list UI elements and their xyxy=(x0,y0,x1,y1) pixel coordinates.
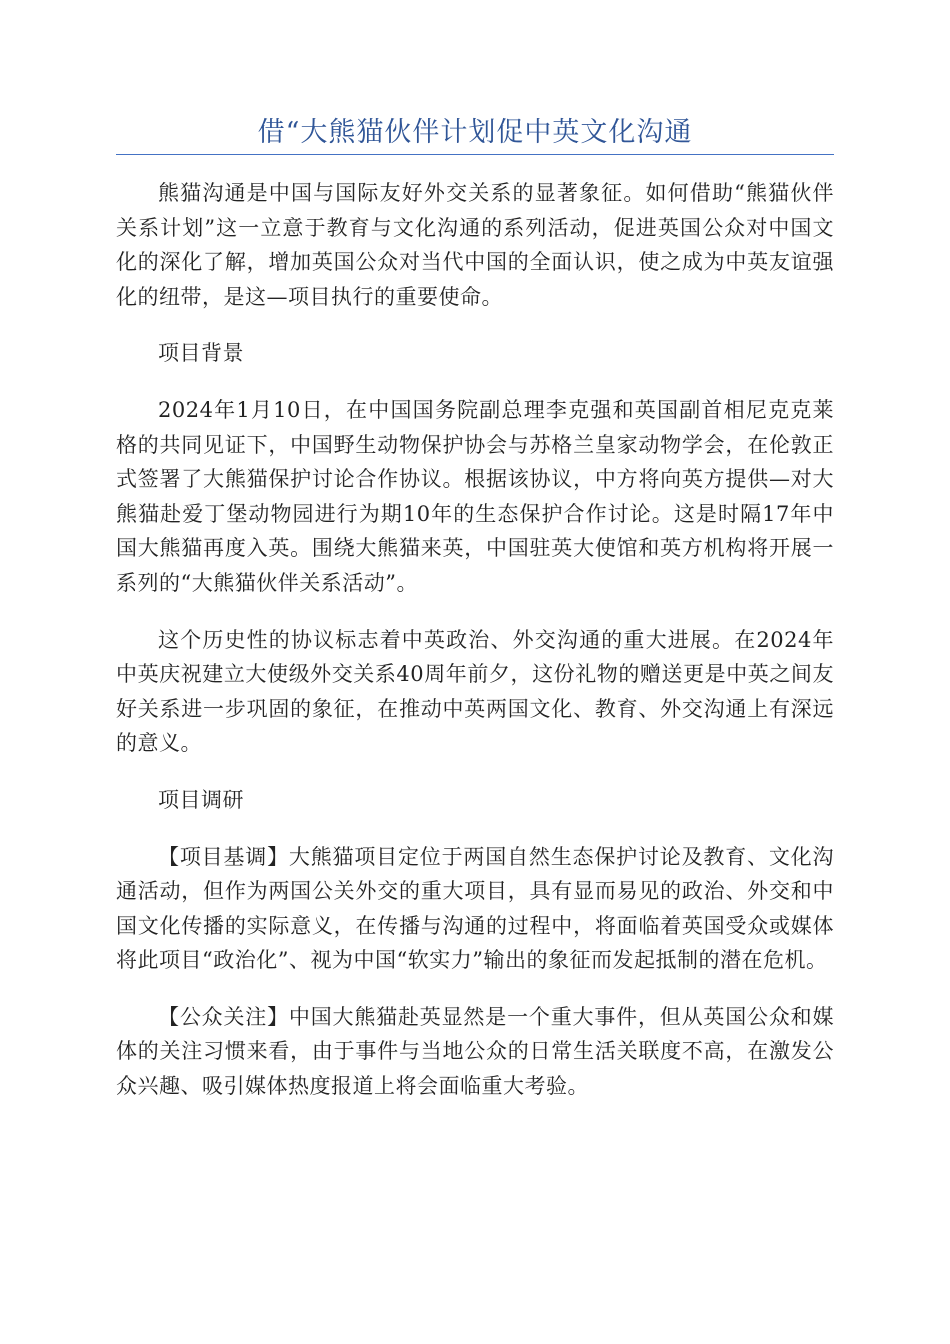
significance-paragraph: 这个历史性的协议标志着中英政治、外交沟通的重大进展。在2024年中英庆祝建立大使级外交关系40周年前夕，这份礼物的赠送更是中英之间友好关系进一步巩固的象征，在推动中英两国文化、教育、外交沟通上有深远的意义。 xyxy=(116,627,834,756)
document-body xyxy=(116,176,834,1126)
title-underline xyxy=(116,154,834,155)
public-attention-paragraph: 【公众关注】中国大熊猫赴英显然是一个重大事件，但从英国公众和媒体的关注习惯来看，由于事件与当地公众的日常生活关联度不高，在激发公众兴趣、吸引媒体热度报道上将会面临重大考验。 xyxy=(116,1004,834,1099)
project-tone-paragraph: 【项目基调】大熊猫项目定位于两国自然生态保护讨论及教育、文化沟通活动，但作为两国公关外交的重大项目，具有显而易见的政治、外交和中国文化传播的实际意义，在传播与沟通的过程中，将面临着英国受众或媒体将此项目“政治化”、视为中国“软实力”输出的象征而发起抵制的潜在危机。 xyxy=(116,844,834,973)
document-title: 借“大熊猫伙伴计划促中英文化沟通 xyxy=(257,117,693,148)
section-heading-background: 项目背景 xyxy=(158,341,244,366)
intro-paragraph: 熊猫沟通是中国与国际友好外交关系的显著象征。如何借助“熊猫伙伴关系计划”这一立意于教育与文化沟通的系列活动，促进英国公众对中国文化的深化了解，增加英国公众对当代中国的全面认识，使之成为中英友谊强化的纽带，是这—项目执行的重要使命。 xyxy=(116,181,834,309)
section-heading-research: 项目调研 xyxy=(158,787,244,812)
background-paragraph: 2024年1月10日，在中国国务院副总理李克强和英国副首相尼克克莱格的共同见证下，中国野生动物保护协会与苏格兰皇家动物学会，在伦敦正式签署了大熊猫保护讨论合作协议。根据该协议，中方将向英方提供—对大熊猫赴爱丁堡动物园进行为期10年的生态保护合作讨论。这是时隔17年中国大熊猫再度入英。围绕大熊猫来英，中国驻英大使馆和英方机构将开展一系列的“大熊猫伙伴关系活动”。 xyxy=(116,397,834,595)
